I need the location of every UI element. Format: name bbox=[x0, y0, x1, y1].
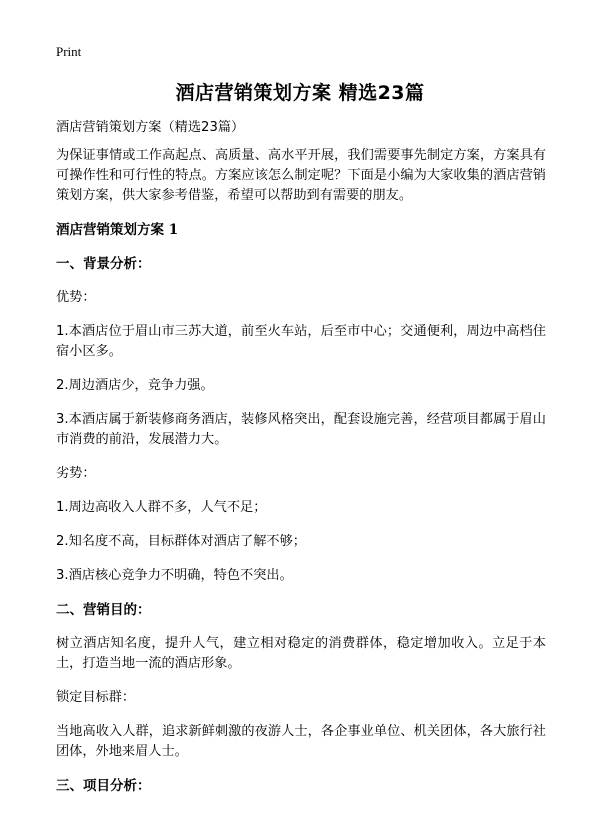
print-label[interactable]: Print bbox=[56, 44, 82, 59]
advantages-label: 优势： bbox=[56, 290, 96, 305]
goal-paragraph: 树立酒店知名度，提升人气，建立相对稳定的消费群体，稳定增加收入。立足于本土，打造当地一流的酒店形象。 bbox=[56, 636, 546, 671]
advantage-item: 3.本酒店属于新装修商务酒店，装修风格突出，配套设施完善，经营项目都属于眉山市消费的前沿，发展潜力大。 bbox=[56, 412, 546, 447]
disadvantage-item: 3.酒店核心竞争力不明确，特色不突出。 bbox=[56, 568, 293, 583]
disadvantages-label: 劣势： bbox=[56, 466, 96, 481]
document-subtitle: 酒店营销策划方案（精选23篇） bbox=[56, 120, 245, 135]
document-title: 酒店营销策划方案 精选23篇 bbox=[175, 82, 425, 104]
plan-heading: 酒店营销策划方案 1 bbox=[56, 222, 179, 238]
advantage-item: 2.周边酒店少，竞争力强。 bbox=[56, 378, 214, 393]
section-heading-project: 三、项目分析： bbox=[56, 778, 151, 794]
document-body bbox=[56, 118, 546, 810]
disadvantage-item: 2.知名度不高，目标群体对酒店了解不够； bbox=[56, 534, 306, 549]
section-heading-background: 一、背景分析： bbox=[56, 256, 151, 272]
intro-paragraph: 为保证事情或工作高起点、高质量、高水平开展，我们需要事先制定方案，方案具有可操作性和可行性的特点。方案应该怎么制定呢？下面是小编为大家收集的酒店营销策划方案，供大家参考借鉴，希望可以帮助到有需要的朋友。 bbox=[56, 148, 546, 203]
disadvantage-item: 1.周边高收入人群不多，人气不足； bbox=[56, 500, 267, 515]
section-heading-goal: 二、营销目的： bbox=[56, 602, 151, 618]
target-paragraph: 当地高收入人群，追求新鲜刺激的夜游人士，各企事业单位、机关团体，各大旅行社团体，外地来眉人士。 bbox=[56, 724, 546, 759]
advantage-item: 1.本酒店位于眉山市三苏大道，前至火车站，后至市中心；交通便利，周边中高档住宿小区多。 bbox=[56, 324, 546, 359]
target-label: 锁定目标群： bbox=[56, 690, 136, 705]
